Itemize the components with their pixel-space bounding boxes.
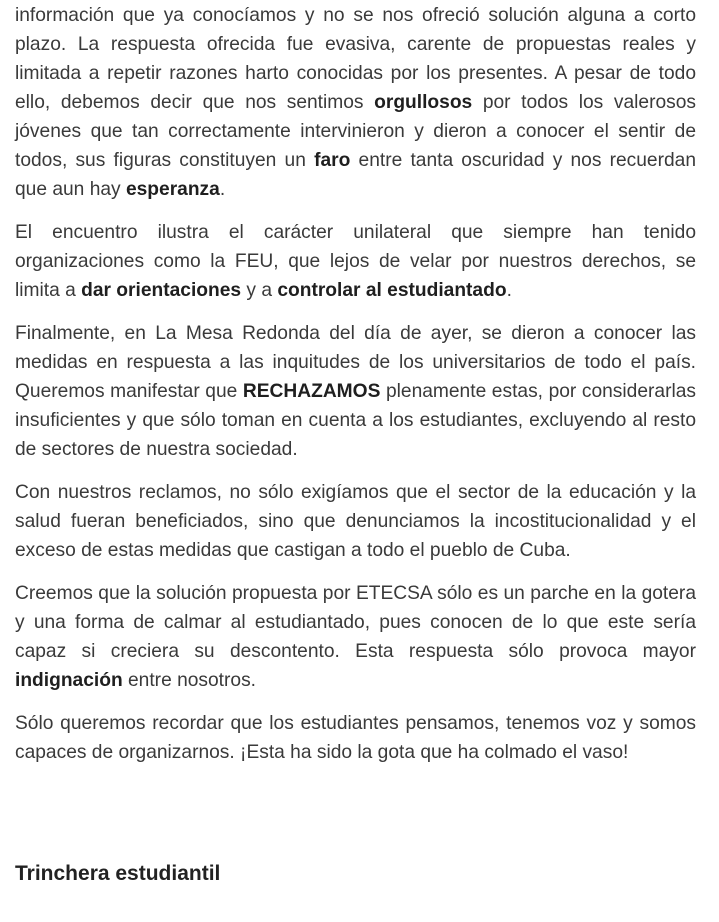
document-body [15, 1, 696, 781]
paragraph-text: por todos los valerosos jóvenes que tan correctamente intervinieron y dieron a conocer el sentir de todos, sus figuras constituyen un [15, 92, 696, 171]
emphasis-text: controlar al estudiantado [277, 280, 507, 301]
paragraph-text: entre tanta oscuridad y nos recuerdan que aun hay [15, 150, 696, 200]
paragraph-5 [15, 579, 696, 695]
paragraph-text: Creemos que la solución propuesta por ETECSA sólo es un parche en la gotera y una forma de calmar al estudiantado, pues conocen de lo que este sería capaz si creciera su descontento. Esta respuesta sólo provoca mayor [15, 583, 696, 662]
paragraph-text: información que ya conocíamos y no se nos ofreció solución alguna a corto plazo. La respuesta ofrecida fue evasiva, carente de propuestas reales y limitada a repetir razones harto conocidas por los presentes. A pesar de todo ello, debemos decir que nos sentimos [15, 5, 696, 113]
paragraph-text: . [219, 179, 226, 200]
signature: Trinchera estudiantil [15, 862, 221, 885]
paragraph-2 [15, 218, 696, 305]
emphasis-text: dar orientaciones [81, 280, 242, 301]
emphasis-text: indignación [15, 670, 123, 691]
paragraph-text: Finalmente, en La Mesa Redonda del día de ayer, se dieron a conocer las medidas en respuesta a las inquitudes de los universitarios de todo el país. Queremos manifestar que [15, 323, 696, 402]
paragraph-3 [15, 319, 696, 464]
paragraph-text: Con nuestros reclamos, no sólo exigíamos que el sector de la educación y la salud fueran beneficiados, sino que denunciamos la incostitucionalidad y el exceso de estas medidas que castigan a todo el pueblo de Cuba. [15, 482, 696, 561]
emphasis-text: orgullosos [374, 92, 473, 113]
emphasis-text: faro [314, 150, 351, 171]
paragraph-1 [15, 1, 696, 204]
paragraph-text: . [506, 280, 512, 301]
paragraph-4 [15, 478, 696, 565]
emphasis-text: RECHAZAMOS [242, 381, 381, 402]
paragraph-text: Sólo queremos recordar que los estudiantes pensamos, tenemos voz y somos capaces de organizarnos. ¡Esta ha sido la gota que ha colmado el vaso! [15, 713, 696, 763]
paragraph-text: y a [241, 280, 278, 301]
paragraph-text: entre nosotros. [122, 670, 256, 691]
paragraph-text: plenamente estas, por considerarlas insuficientes y que sólo toman en cuenta a los estudiantes, excluyendo al resto de sectores de nuestra sociedad. [15, 381, 696, 460]
paragraph-text: El encuentro ilustra el carácter unilateral que siempre han tenido organizaciones como la FEU, que lejos de velar por nuestros derechos, se limita a [15, 222, 696, 301]
emphasis-text: esperanza [125, 179, 220, 200]
paragraph-6 [15, 709, 696, 767]
